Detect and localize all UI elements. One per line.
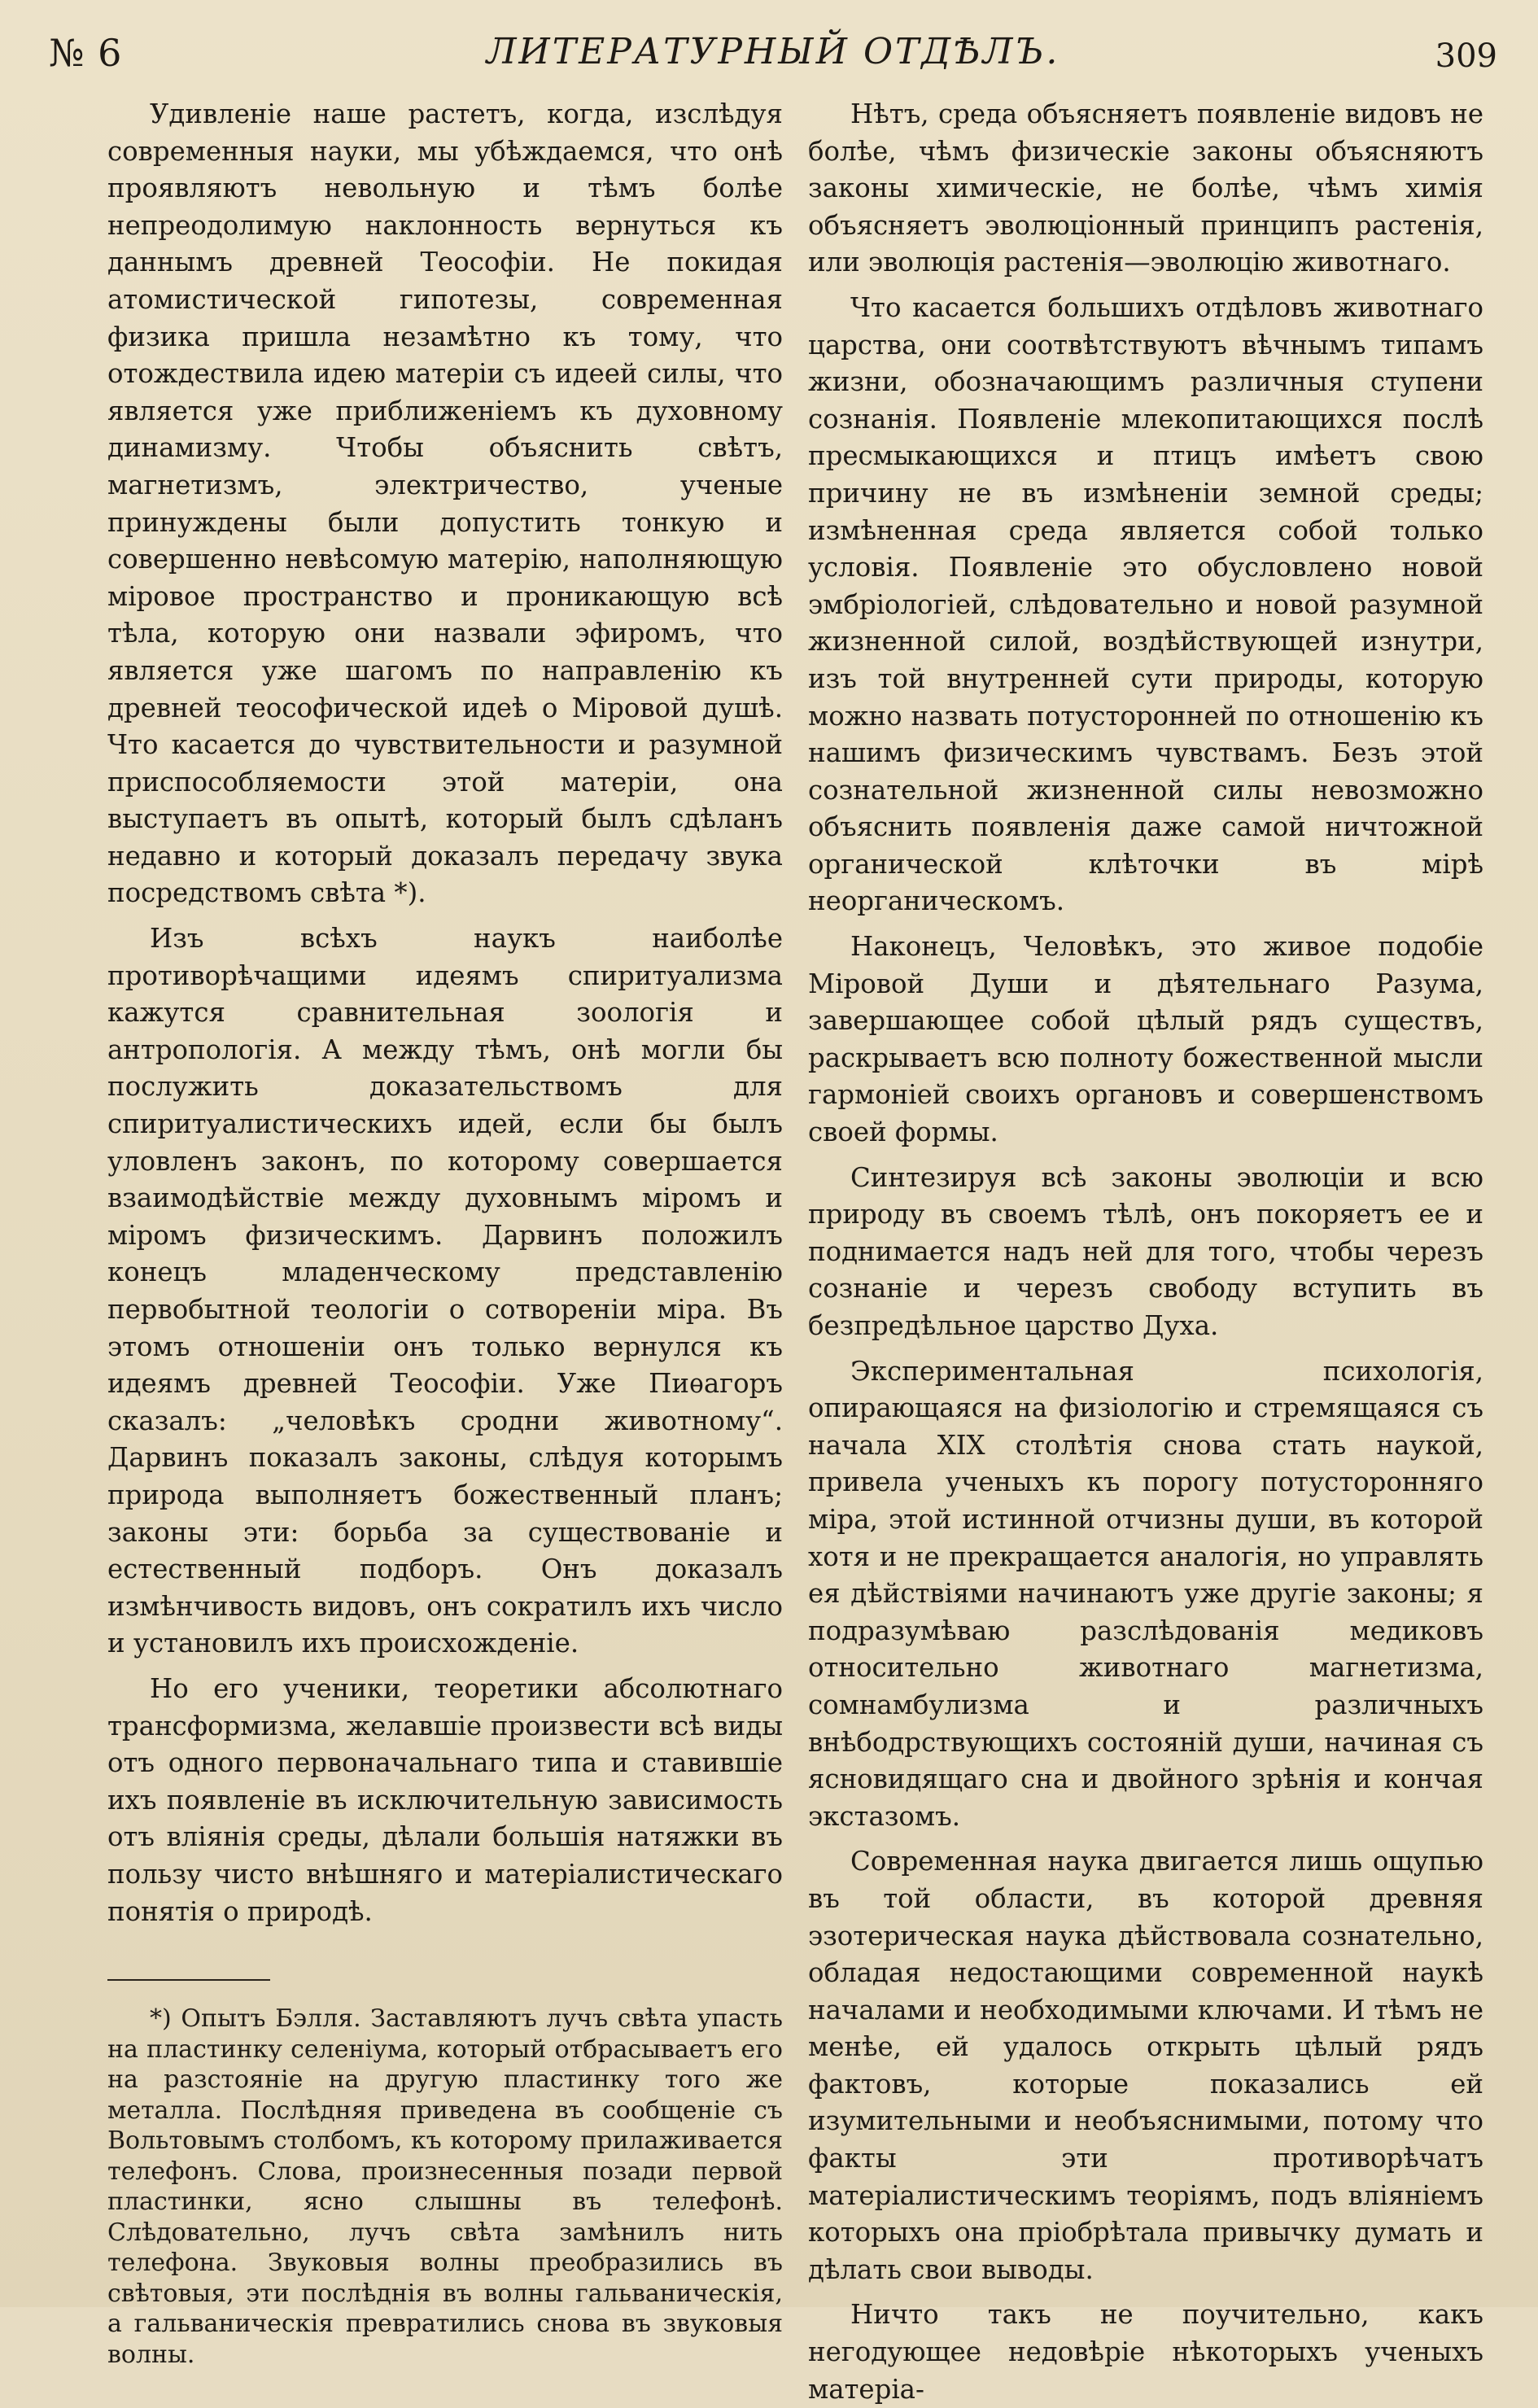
- page-number: 309: [1435, 37, 1497, 75]
- footnote: *) Опытъ Бэлля. Заставляютъ лучъ свѣта упасть на пластинку селеніума, который отбрасываетъ его на разстояніе на другую пластинку того же металла. Послѣдняя приведена въ сообщеніе съ Вольтовымъ столбомъ, къ которому прилаживается телефонъ. Слова, произнесенныя позади первой пластинки, ясно слышны въ телефонѣ. Слѣдовательно, лучъ свѣта замѣнилъ нить телефона. Звуковыя волны преобразились въ свѣтовыя, эти послѣднія въ волны гальваническія, а гальваническія превратились снова въ звуковыя волны.: [107, 2004, 783, 2369]
- paragraph: Удивленіе наше растетъ, когда, изслѣдуя современныя науки, мы убѣждаемся, что онѣ проявляютъ невольную и тѣмъ болѣе непреодолимую наклонность вернуться къ даннымъ древней Теософіи. Не покидая атомистической гипотезы, современная физика пришла незамѣтно къ тому, что отождествила идею матеріи съ идеей силы, что является уже приближеніемъ къ духовному динамизму. Чтобы объяснить свѣтъ, магнетизмъ, электричество, ученые принуждены были допустить тонкую и совершенно невѣсомую матерію, наполняющую міровое пространство и проникающую всѣ тѣла, которую они назвали эфиромъ, что является уже шагомъ по направленію къ древней теософической идеѣ о Міровой душѣ. Что касается до чувствительности и разумной приспособляемости этой матеріи, она выступаетъ въ опытѣ, который былъ сдѣланъ недавно и который доказалъ передачу звука посредствомъ свѣта *).: [107, 98, 783, 909]
- paragraph: Что касается большихъ отдѣловъ животнаго царства, они соотвѣтствуютъ вѣчнымъ типамъ жизни, обозначающимъ различныя ступени сознанія. Появленіе млекопитающихся послѣ пресмыкающихся и птицъ имѣетъ свою причину не въ измѣненіи земной среды; измѣненная среда является собой только условія. Появленіе это обусловлено новой эмбріологіей, слѣдовательно и новой разумной жизненной силой, воздѣйствующей изнутри, изъ той внутренней сути природы, которую можно назвать потусторонней по отношенію къ нашимъ физическимъ чувствамъ. Безъ этой сознательной жизненной силы невозможно объяснить появленія даже самой ничтожной органической клѣточки въ мірѣ неорганическомъ.: [808, 291, 1483, 917]
- left-column: [107, 96, 783, 2370]
- paragraph: Нѣтъ, среда объясняетъ появленіе видовъ не болѣе, чѣмъ физическіе законы объясняютъ законы химическіе, не болѣе, чѣмъ химія объясняетъ эволюціонный принципъ растенія, или эволюція растенія—эволюцію животнаго.: [808, 98, 1483, 278]
- section-title: ЛИТЕРАТУРНЫЙ ОТДѢЛЪ.: [486, 31, 1060, 72]
- paragraph: Изъ всѣхъ наукъ наиболѣе противорѣчащими идеямъ спиритуализма кажутся сравнительная зоологія и антропологія. А между тѣмъ, онѣ могли бы послужить доказательствомъ для спиритуалистическихъ идей, если бы былъ уловленъ законъ, по которому совершается взаимодѣйствіе между духовнымъ міромъ и міромъ физическимъ. Дарвинъ положилъ конецъ младенческому представленію первобытной теологіи о сотвореніи міра. Въ этомъ отношеніи онъ только вернулся къ идеямъ древней Теософіи. Уже Пиѳагоръ сказалъ: „человѣкъ сродни животному“. Дарвинъ показалъ законы, слѣдуя которымъ природа выполняетъ божественный планъ; законы эти: борьба за существованіе и естественный подборъ. Онъ доказалъ измѣнчивость видовъ, онъ сократилъ ихъ число и установилъ ихъ происхожденіе.: [107, 923, 783, 1659]
- issue-number: № 6: [49, 31, 123, 75]
- footnote-divider: [107, 1979, 270, 1981]
- paragraph: Наконецъ, Человѣкъ, это живое подобіе Міровой Души и дѣятельнаго Разума, завершающее собой цѣлый рядъ существъ, раскрываетъ всю полноту божественной мысли гармоніей своихъ органовъ и совершенствомъ своей формы.: [808, 931, 1483, 1148]
- paragraph: Экспериментальная психологія, опирающаяся на физіологію и стремящаяся съ начала XIX столѣтія снова стать наукой, привела ученыхъ къ порогу потусторонняго міра, этой истинной отчизны души, въ которой хотя и не прекращается аналогія, но управлять ея дѣйствіями начинаютъ уже другіе законы; я подразумѣваю разслѣдованія медиковъ относительно животнаго магнетизма, сомнамбулизма и различныхъ внѣбодрствующихъ состояній души, начиная съ ясновидящаго сна и двойного зрѣнія и кончая экстазомъ.: [808, 1355, 1483, 1832]
- paragraph: Современная наука двигается лишь ощупью въ той области, въ которой древняя эзотерическая наука дѣйствовала сознательно, обладая недостающими современной наукѣ началами и необходимыми ключами. И тѣмъ не менѣе, ей удалось открыть цѣлый рядъ фактовъ, которые показались ей изумительными и необъяснимыми, потому что факты эти противорѣчатъ матеріалистическимъ теоріямъ, подъ вліяніемъ которыхъ она пріобрѣтала привычку думать и дѣлать свои выводы.: [808, 1846, 1483, 2285]
- running-header: [49, 24, 1497, 81]
- paragraph: Но его ученики, теоретики абсолютнаго трансформизма, желавшіе произвести всѣ виды отъ одного первоначальнаго типа и ставившіе ихъ появленіе въ исключительную зависимость отъ вліянія среды, дѣлали большія натяжки въ пользу чисто внѣшняго и матеріалистическаго понятія о природѣ.: [107, 1672, 783, 1927]
- paragraph: Ничто такъ не поучительно, какъ негодующее недовѣріе нѣкоторыхъ ученыхъ матеріа-: [808, 2299, 1483, 2405]
- paragraph: Синтезируя всѣ законы эволюціи и всю природу въ своемъ тѣлѣ, онъ покоряетъ ее и поднимается надъ ней для того, чтобы черезъ сознаніе и черезъ свободу вступить въ безпредѣльное царство Духа.: [808, 1161, 1483, 1341]
- right-column: [808, 96, 1483, 2408]
